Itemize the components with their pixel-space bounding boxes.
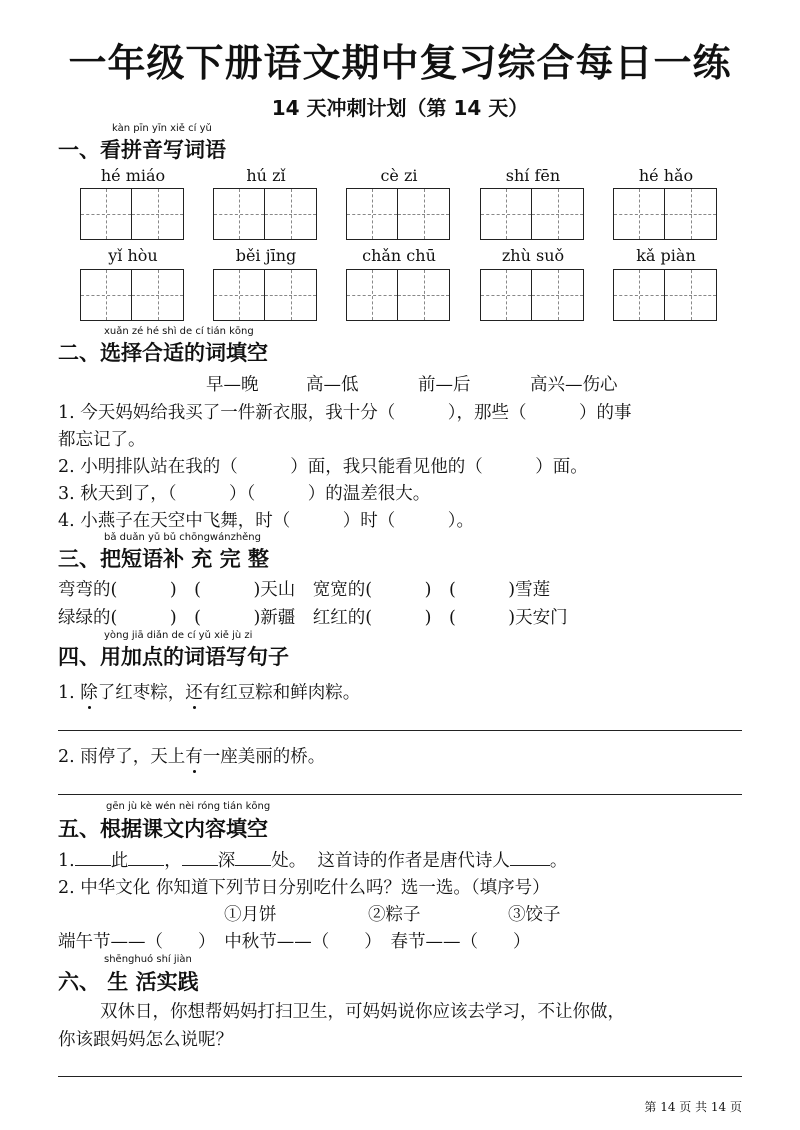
question-text[interactable]: 1. 今天妈妈给我买了一件新衣服，我十分（ ），那些（ ）的事 (58, 403, 632, 423)
pinyin-label: běi jīng (235, 246, 297, 265)
blank[interactable] (182, 848, 218, 866)
section2-heading: 二、选择合适的词填空 (58, 341, 268, 365)
question-text: 2. 中华文化 你知道下列节日分别吃什么吗？选一选。（填序号） (58, 878, 550, 898)
pinyin-label: hé hǎo (638, 166, 694, 185)
question-text[interactable]: 2. 小明排队站在我的（ ）面，我只能看见他的（ ）面。 (58, 457, 588, 477)
writing-grid[interactable] (346, 188, 450, 240)
writing-grid[interactable] (213, 188, 317, 240)
writing-grid[interactable] (613, 269, 717, 321)
question-text[interactable]: 4. 小燕子在天空中飞舞，时（ ）时（ ）。 (58, 511, 475, 531)
practice-paragraph: 你该跟妈妈怎么说呢？ (58, 1030, 233, 1050)
pinyin-label: yǐ hòu (108, 246, 158, 265)
phrase-line[interactable]: 绿绿的( ) ( )新疆 红红的( ) ( )天安门 (58, 608, 568, 628)
page-subtitle: 14 天冲刺计划（第 14 天） (271, 96, 529, 120)
word-option: 高—低 (306, 375, 359, 395)
page-number: 第 14 页 共 14 页 (644, 1100, 742, 1114)
festival-line[interactable]: 端午节——（ ） 中秋节——（ ） 春节——（ ） (58, 932, 531, 952)
poem-fill-line[interactable]: 1. 此 ， 深 处。 这首诗的作者是唐代诗人 。 (58, 847, 567, 872)
section3-heading: 三、把短语补 充 完 整 (58, 547, 269, 571)
word-option: 高兴—伤心 (530, 375, 618, 395)
practice-paragraph: 双休日，你想帮妈妈打扫卫生，可妈妈说你应该去学习，不让你做， (100, 1002, 625, 1022)
answer-line[interactable] (58, 794, 742, 795)
dotted-char: 除 (80, 679, 98, 704)
section5-heading: 五、根据课文内容填空 (58, 817, 268, 841)
blank[interactable] (128, 848, 164, 866)
section1-pinyin: kàn pīn yīn xiě cí yǔ (112, 123, 212, 134)
blank[interactable] (75, 848, 111, 866)
writing-grid[interactable] (213, 269, 317, 321)
choice-option: ①月饼 (224, 905, 277, 925)
pinyin-label: kǎ piàn (636, 246, 696, 265)
blank[interactable] (510, 848, 550, 866)
question-text[interactable]: 3. 秋天到了，（ ）（ ）的温差很大。 (58, 484, 431, 504)
section3-pinyin: bǎ duǎn yǔ bǔ chōngwánzhěng (104, 532, 261, 543)
section1-heading: 一、看拼音写词语 (58, 138, 226, 162)
page-title: 一年级下册语文期中复习综合每日一练 (68, 41, 732, 85)
sentence-prompt: 2. 雨停了，天上有一座美丽的桥。 (58, 743, 325, 768)
sentence-prompt: 1. 除了红枣粽，还有红豆粽和鲜肉粽。 (58, 679, 360, 704)
dotted-char: 还 (185, 679, 203, 704)
pinyin-label: zhù suǒ (501, 246, 565, 265)
writing-grid[interactable] (80, 188, 184, 240)
answer-line[interactable] (58, 730, 742, 731)
section5-pinyin: gēn jù kè wén nèi róng tián kōng (106, 801, 271, 812)
phrase-line[interactable]: 弯弯的( ) ( )天山 宽宽的( ) ( )雪莲 (58, 580, 551, 600)
section4-heading: 四、用加点的词语写句子 (58, 645, 289, 669)
section2-pinyin: xuǎn zé hé shì de cí tián kōng (104, 326, 254, 337)
pinyin-label: shí fēn (505, 166, 561, 185)
pinyin-label: hú zǐ (246, 166, 286, 185)
section6-heading: 六、 生 活实践 (58, 970, 199, 994)
word-option: 前—后 (418, 375, 471, 395)
pinyin-label: chǎn chū (362, 246, 436, 265)
writing-grid[interactable] (346, 269, 450, 321)
writing-grid[interactable] (613, 188, 717, 240)
choice-option: ③饺子 (508, 905, 561, 925)
pinyin-label: cè zi (380, 166, 418, 185)
writing-grid[interactable] (480, 188, 584, 240)
blank[interactable] (235, 848, 271, 866)
choice-option: ②粽子 (368, 905, 421, 925)
writing-grid[interactable] (80, 269, 184, 321)
dotted-char: 有 (185, 743, 203, 768)
pinyin-label: hé miáo (100, 166, 166, 185)
question-text: 都忘记了。 (58, 430, 146, 450)
writing-grid[interactable] (480, 269, 584, 321)
section6-pinyin: shēnghuó shí jiàn (104, 954, 192, 965)
word-option: 早—晚 (206, 375, 259, 395)
answer-line[interactable] (58, 1076, 742, 1077)
section4-pinyin: yòng jiā diǎn de cí yǔ xiě jù zi (104, 630, 253, 641)
